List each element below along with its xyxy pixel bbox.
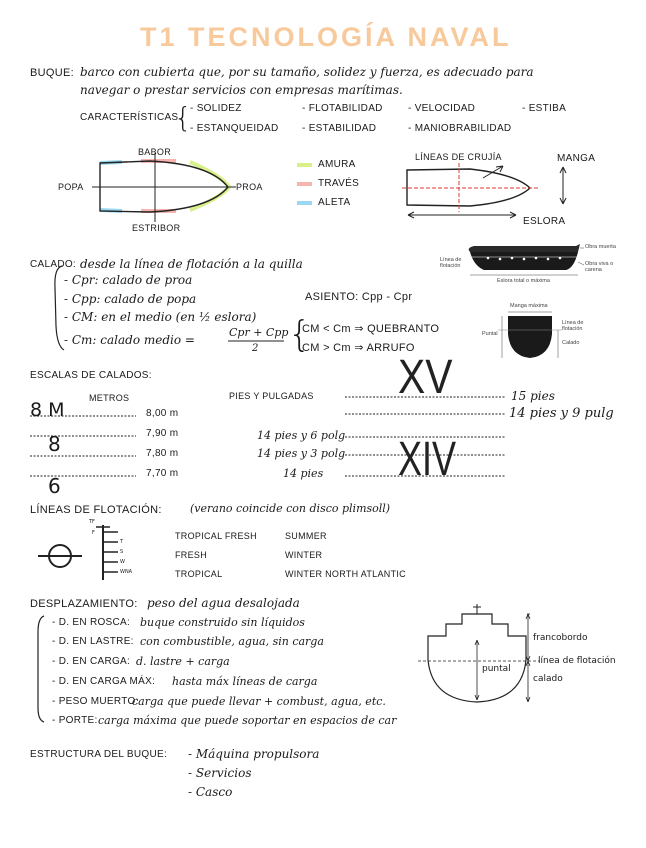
frac-denominator: 2 — [252, 343, 259, 354]
buque-definition-line2: navegar o prestar servicios con empresas marítimas. — [80, 83, 403, 97]
photo-eslora: Eslora total o máxima — [497, 278, 550, 284]
caract-item: - ESTANQUEIDAD — [190, 123, 279, 134]
caract-item: - ESTIBA — [522, 103, 567, 114]
desplaz-value: buque construido sin líquidos — [140, 616, 305, 629]
desplaz-key: - PESO MUERTO: — [52, 696, 139, 707]
mark-f: F — [92, 530, 95, 536]
mark-xv: XV — [398, 351, 453, 404]
estructura-item: - Servicios — [188, 766, 252, 780]
photo-obra-muerta: Obra muerta — [585, 244, 616, 250]
fig-calado: calado — [533, 674, 563, 684]
desplaz-key: - D. EN CARGA MÁX: — [52, 676, 156, 687]
calado-cpp: - Cpp: calado de popa — [64, 292, 197, 306]
page-title: T1 TECNOLOGÍA NAVAL — [140, 22, 512, 52]
calado-cmedio: - Cm: calado medio = — [64, 333, 195, 347]
legend-amura: AMURA — [318, 159, 356, 170]
photo-manga: Manga máxima — [510, 303, 548, 309]
pies-label: PIES Y PULGADAS — [229, 391, 314, 401]
pies-15: 15 pies — [511, 389, 555, 403]
desplaz-key: - D. EN ROSCA: — [52, 617, 131, 628]
metros-780: 7,80 m — [146, 448, 179, 459]
asiento: ASIENTO: Cpp - Cpr — [305, 291, 413, 303]
calado-definition: desde la línea de flotación a la quilla — [80, 257, 303, 271]
caract-item: - FLOTABILIDAD — [302, 103, 383, 114]
caract-item: - VELOCIDAD — [408, 103, 476, 114]
mark-8m: 8 M — [30, 399, 65, 421]
desplaz-label: DESPLAZAMIENTO: — [30, 598, 138, 610]
flotacion-right-item: SUMMER — [285, 531, 327, 541]
photo-puntal: Puntal — [482, 331, 498, 337]
desplaz-definition: peso del agua desalojada — [147, 596, 300, 610]
flotacion-left-item: TROPICAL — [175, 569, 223, 579]
pies-14-9: 14 pies y 9 pulg — [509, 406, 614, 421]
photo-linea: Línea de flotación — [562, 320, 584, 332]
calado-cm: - CM: en el medio (en ½ eslora) — [64, 310, 257, 324]
mark-t: T — [120, 539, 124, 545]
fig-puntal: puntal — [482, 664, 511, 674]
desplaz-value: d. lastre + carga — [136, 655, 230, 668]
estructura-item: - Casco — [188, 785, 233, 799]
photo-calado: Calado — [562, 340, 580, 346]
frac-numerator: Cpr + Cpp — [229, 326, 289, 339]
mark-tf: TF — [89, 519, 95, 525]
desplaz-key: - D. EN CARGA: — [52, 656, 131, 667]
fig-francobordo: francobordo — [533, 633, 588, 643]
desplaz-value: carga que puede llevar + combust, agua, etc. — [132, 695, 386, 708]
desplaz-value: carga máxima que puede soportar en espacios de car — [98, 714, 397, 727]
estructura-label: ESTRUCTURA DEL BUQUE: — [30, 749, 168, 760]
fig-linea-flotacion: línea de flotación — [538, 656, 616, 666]
photo-linea-flotacion: Línea de flotación — [440, 257, 462, 269]
buque-definition-line1: barco con cubierta que, por su tamaño, solidez y fuerza, es adecuado para — [80, 65, 534, 79]
mark-6: 6 — [48, 474, 61, 498]
pies-14-6: 14 pies y 6 polg — [257, 429, 346, 442]
desplaz-key: - PORTE: — [52, 715, 98, 726]
quebranto: CM < Cm ⇒ QUEBRANTO — [302, 323, 440, 335]
mark-wna: WNA — [120, 569, 133, 575]
flotacion-label: LÍNEAS DE FLOTACIÓN: — [30, 504, 162, 516]
photo-obra-viva: Obra viva o carena — [585, 261, 614, 273]
metros-770: 7,70 m — [146, 468, 179, 479]
buque-label: BUQUE: — [30, 67, 74, 79]
caract-item: - ESTABILIDAD — [302, 123, 377, 134]
calado-label: CALADO: — [30, 259, 77, 270]
caract-item: - SOLIDEZ — [190, 103, 242, 114]
proa-label: PROA — [236, 182, 263, 192]
desplaz-value: hasta máx líneas de carga — [172, 675, 318, 688]
flotacion-note: (verano coincide con disco plimsoll) — [190, 502, 391, 515]
flotacion-right-item: WINTER — [285, 550, 323, 560]
escalas-label: ESCALAS DE CALADOS: — [30, 370, 152, 381]
flotacion-left-item: TROPICAL FRESH — [175, 531, 257, 541]
metros-800: 8,00 m — [146, 408, 179, 419]
caract-item: - MANIOBRABILIDAD — [408, 123, 512, 134]
babor-label: BABOR — [138, 147, 172, 157]
metros-label: METROS — [89, 393, 130, 403]
desplaz-value: con combustible, agua, sin carga — [140, 635, 324, 648]
manga-label: MANGA — [557, 153, 596, 164]
arrufo: CM > Cm ⇒ ARRUFO — [302, 342, 415, 354]
eslora-label: ESLORA — [523, 216, 566, 227]
lineas-crujia-label: LÍNEAS DE CRUJÍA — [415, 152, 502, 162]
flotacion-right-item: WINTER NORTH ATLANTIC — [285, 569, 406, 579]
legend-aleta: ALETA — [318, 197, 351, 208]
mark-s: S — [120, 549, 124, 555]
legend-traves: TRAVÉS — [318, 178, 360, 189]
pies-14-3: 14 pies y 3 polg — [257, 447, 346, 460]
flotacion-left-item: FRESH — [175, 550, 208, 560]
mark-8: 8 — [48, 432, 61, 456]
desplaz-key: - D. EN LASTRE: — [52, 636, 134, 647]
mark-xiv: XIV — [398, 433, 457, 486]
caracteristicas-label: CARACTERÍSTICAS — [80, 112, 179, 123]
calado-cpr: - Cpr: calado de proa — [64, 273, 193, 287]
estribor-label: ESTRIBOR — [132, 223, 181, 233]
brace: { — [288, 314, 311, 355]
brace: { — [174, 101, 192, 134]
metros-790: 7,90 m — [146, 428, 179, 439]
estructura-item: - Máquina propulsora — [188, 747, 320, 761]
mark-w: W — [120, 559, 125, 565]
popa-label: POPA — [58, 182, 84, 192]
pies-14: 14 pies — [283, 467, 324, 480]
